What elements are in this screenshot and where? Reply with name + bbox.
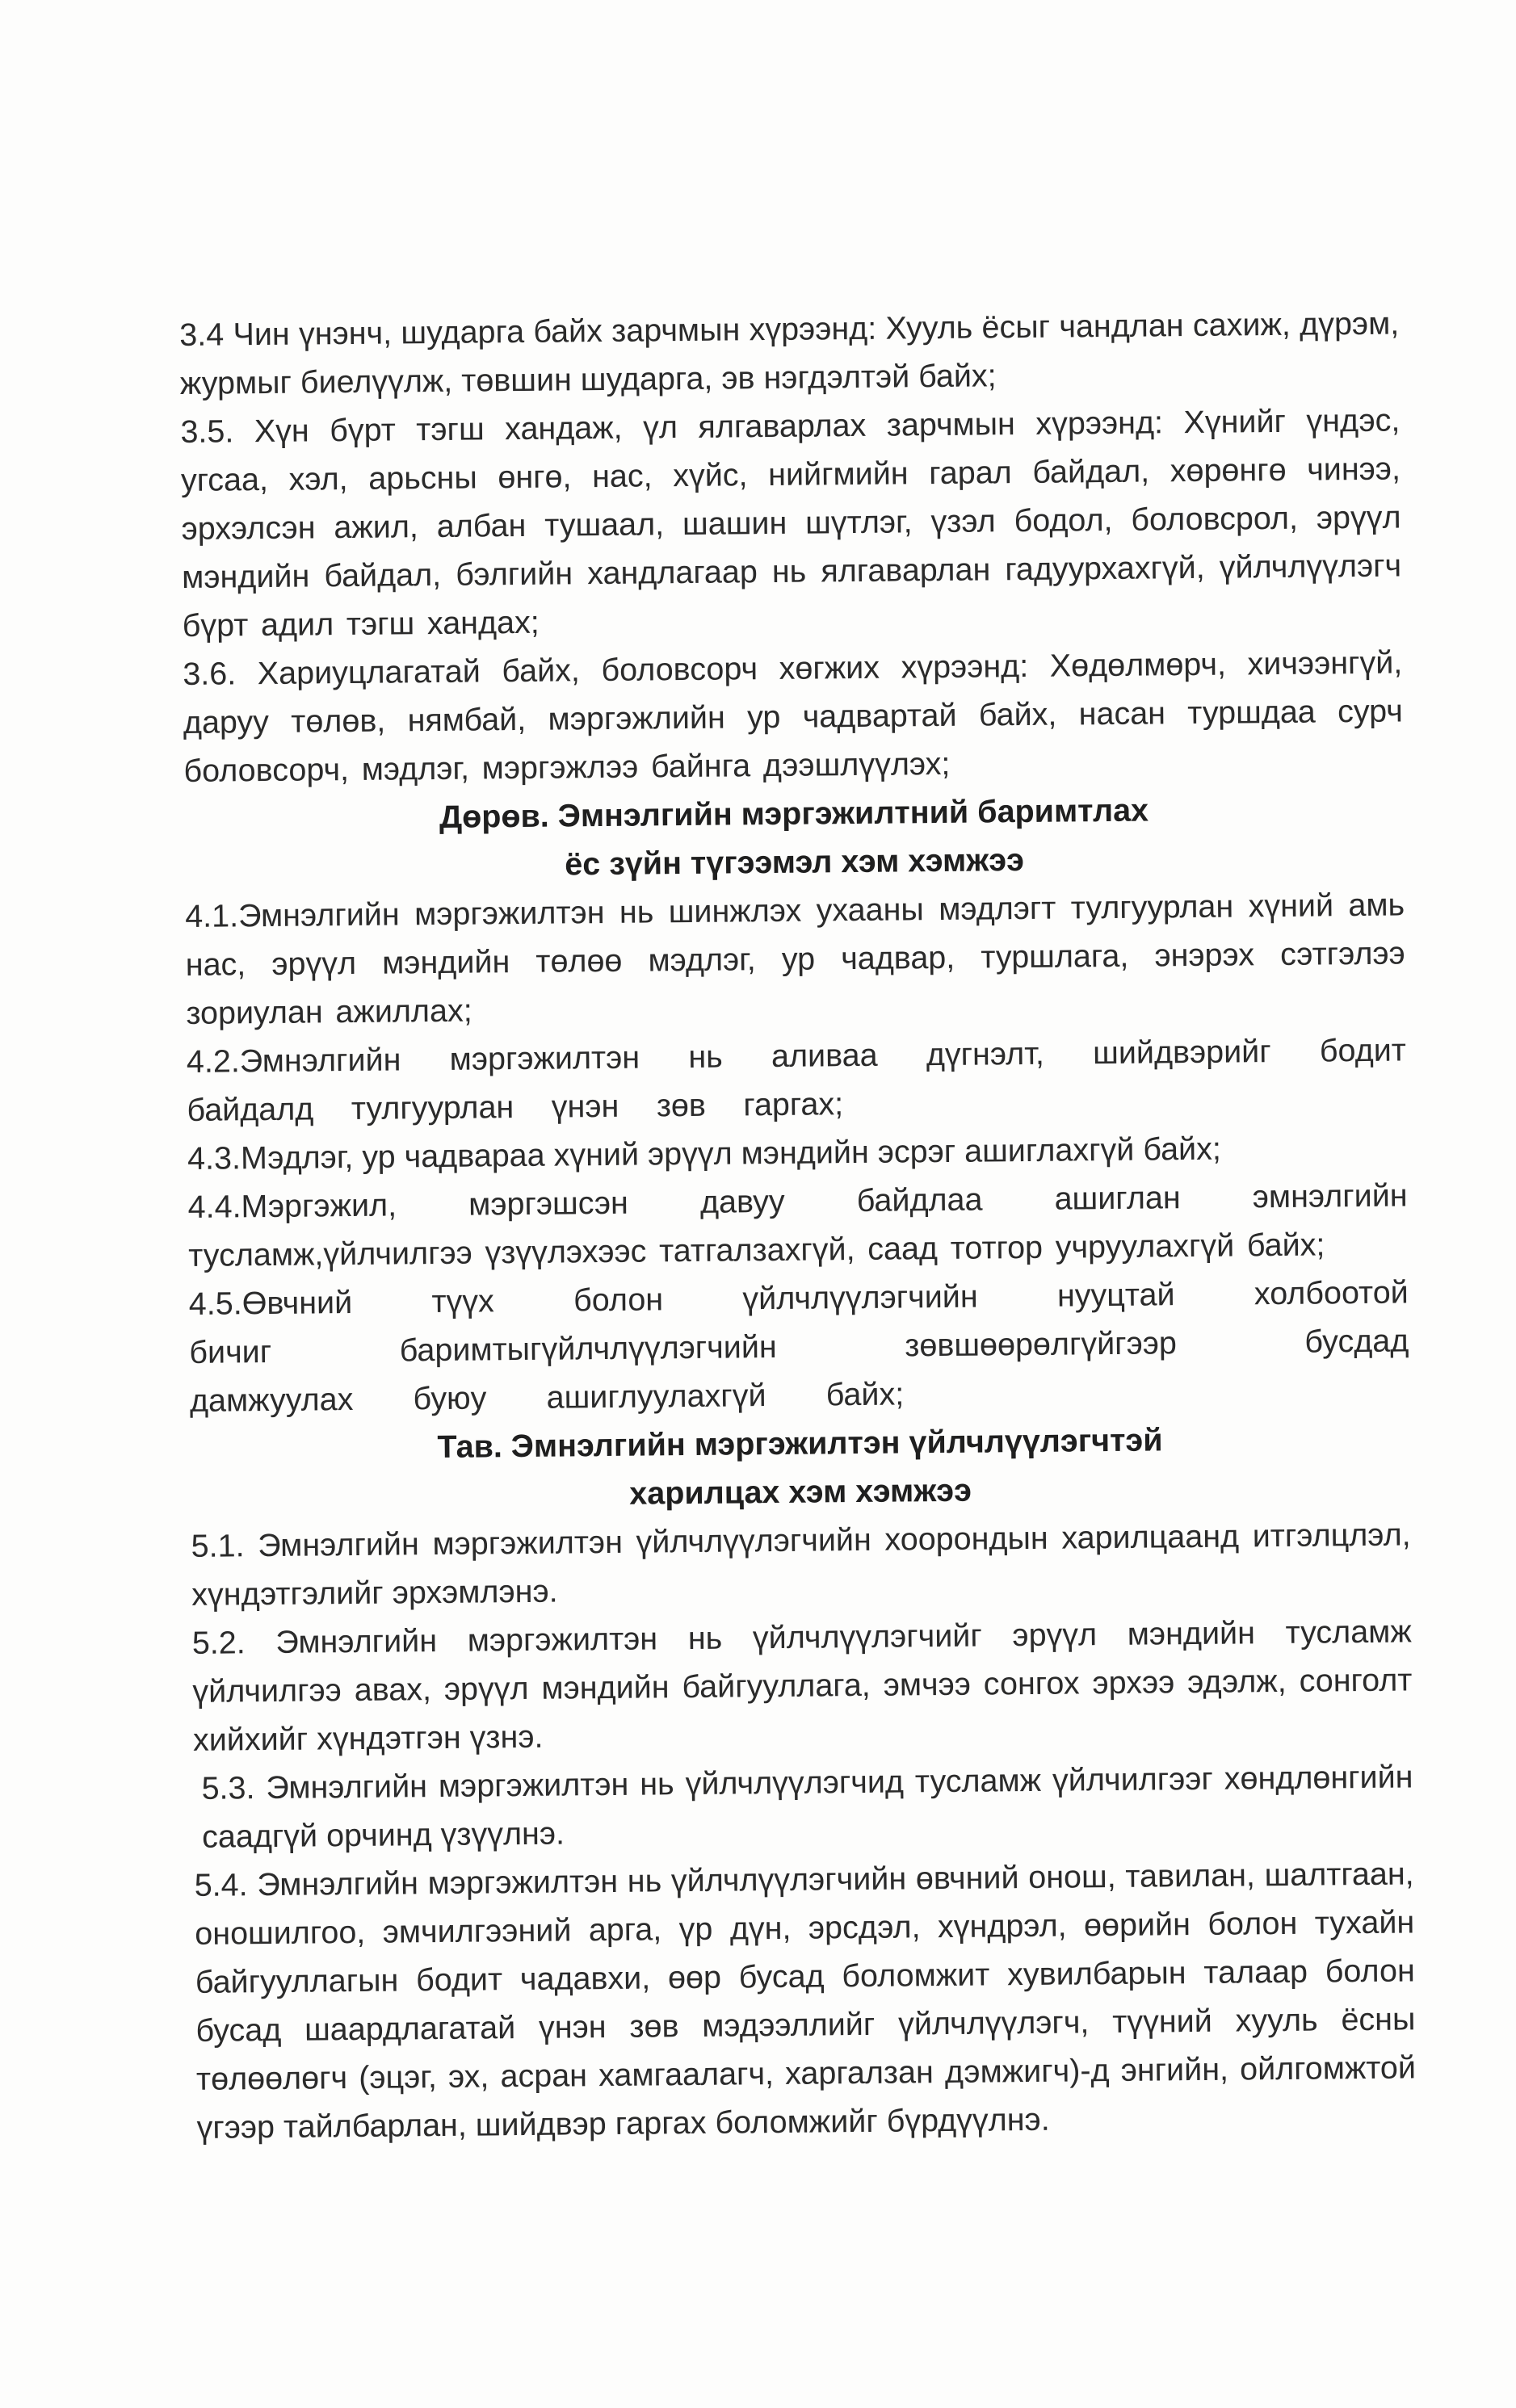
clause-5-4: 5.4. Эмнэлгийн мэргэжилтэн нь үйлчлүүлэгчийн өвчний онош, тавилан, шалтгаан, оношилгоо, эмчилгээний арга, үр дүн, эрсдэл, хүндрэл, өөрийн болон тухайн байгууллагын бодит чадавхи, өөр бусад боломжит хувилбарын талаар болон бусад шаардлагатай үнэн зөв мэдээллийг үйлчлүүлэгч, түүний хууль ёсны төлөөлөгч (эцэг, эх, асран хамгаалагч, харгалзан дэмжигч)-д энгийн, ойлгомжтой үгээр тайлбарлан, шийдвэр гаргах боломжийг бүрдүүлнэ.	[194, 1856, 1417, 2146]
section-4-heading-line-1: Дөрөв. Эмнэлгийн мэргэжилтний баримтлах	[439, 792, 1149, 835]
section-5-heading-line-1: Тав. Эмнэлгийн мэргэжилтэн үйлчлүүлэгчтэй	[437, 1422, 1163, 1465]
section-4-heading-line-2: ёс зүйн түгээмэл хэм хэмжээ	[565, 841, 1025, 883]
clause-3-5: 3.5. Хүн бүрт тэгш хандаж, үл ялгаварлах зарчмын хүрээнд: Хүнийг үндэс, угсаа, хэл, арьсны өнгө, нас, хүйс, нийгмийн гарал байдал, хөрөнгө чинээ, эрхэлсэн ажил, албан тушаал, шашин шүтлэг, үзэл бодол, боловсрол, эрүүл мэндийн байдал, бэлгийн хандлагаар нь ялгаварлан гадуурхахгүй, үйлчлүүлэгч бүрт адил тэгш хандах;	[180, 402, 1402, 644]
clause-4-5: 4.5.Өвчний түүх болон үйлчлүүлэгчийн нууцтай холбоотой бичиг баримтыгүйлчлүүлэгчийн зөвшөөрөлгүйгээр бусдад дамжуулах буюу ашиглуулахгүй байх;	[188, 1274, 1409, 1419]
clause-4-1: 4.1.Эмнэлгийн мэргэжилтэн нь шинжлэх ухааны мэдлэгт тулгуурлан хүний амь нас, эрүүл мэндийн төлөө мэдлэг, ур чадвар, туршлага, энэрэх сэтгэлээ зориулан ажиллах;	[184, 887, 1405, 1031]
clause-3-6: 3.6. Хариуцлагатай байх, боловсорч хөгжих хүрээнд: Хөдөлмөрч, хичээнгүй, даруу төлөв, нямбай, мэргэжлийн ур чадвартай байх, насан туршдаа сурч боловсорч, мэдлэг, мэргэжлээ байнга дээшлүүлэх;	[183, 644, 1404, 789]
clause-5-2: 5.2. Эмнэлгийн мэргэжилтэн нь үйлчлүүлэгчийг эрүүл мэндийн тусламж үйлчилгээ авах, эрүүл мэндийн байгууллага, эмчээ сонгох эрхээ эдэлж, сонголт хийхийг хүндэтгэн үзнэ.	[191, 1613, 1413, 1758]
clause-4-4: 4.4.Мэргэжил, мэргэшсэн давуу байдлаа ашиглан эмнэлгийн тусламж,үйлчилгээ үзүүлэхээс татгалзахгүй, саад тотгор учруулахгүй байх;	[187, 1177, 1408, 1273]
document-body	[179, 300, 1417, 2152]
section-4-heading	[184, 783, 1405, 891]
clause-4-2: 4.2.Эмнэлгийн мэргэжилтэн нь аливаа дүгнэлт, шийдвэрийг бодит байдалд тулгуурлан үнэн зөв гаргах;	[186, 1032, 1407, 1128]
clause-5-1: 5.1. Эмнэлгийн мэргэжилтэн үйлчлүүлэгчийн хоорондын харилцаанд итгэлцлэл, хүндэтгэлийг эрхэмлэнэ.	[191, 1517, 1411, 1613]
clause-3-4: 3.4 Чин үнэнч, шударга байх зарчмын хүрээнд: Хууль ёсыг чандлан сахиж, дүрэм, журмыг биелүүлж, төвшин шударга, эв нэгдэлтэй байх;	[179, 305, 1400, 401]
section-5-heading-line-2: харилцах хэм хэмжээ	[629, 1472, 972, 1512]
section-5-heading	[190, 1413, 1410, 1521]
clause-4-3: 4.3.Мэдлэг, ур чадвараа хүний эрүүл мэндийн эсрэг ашиглахгүй байх;	[187, 1131, 1222, 1177]
clause-5-3: 5.3. Эмнэлгийн мэргэжилтэн нь үйлчлүүлэгчид тусламж үйлчилгээг хөндлөнгийн саадгүй орчинд үзүүлнэ.	[201, 1759, 1413, 1855]
